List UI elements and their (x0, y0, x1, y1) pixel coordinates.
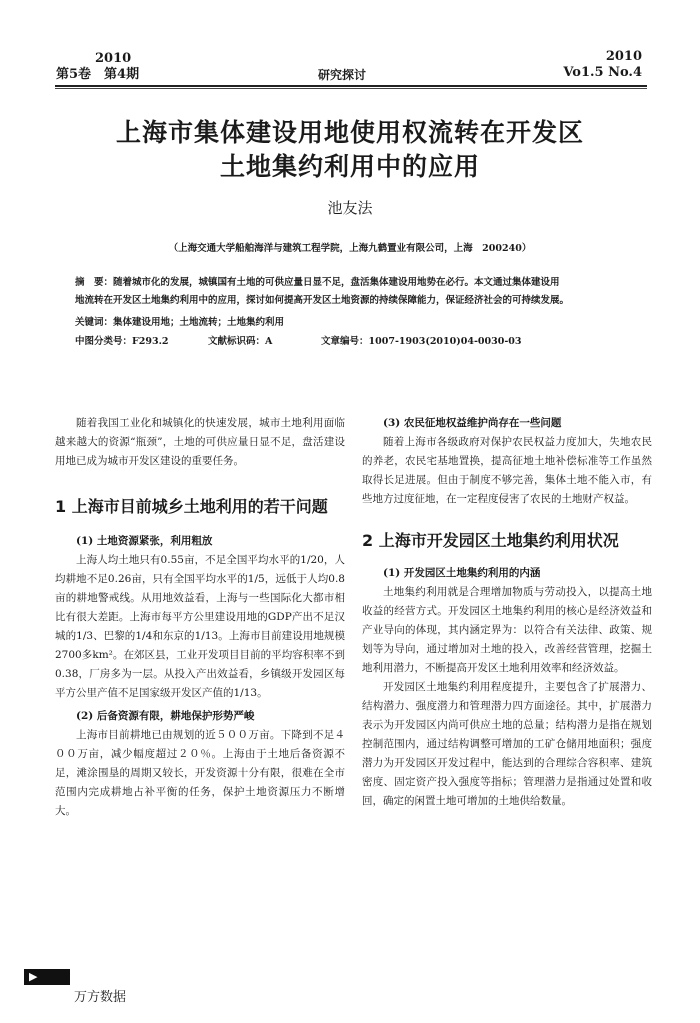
article-title-line-1: 上海市集体建设用地使用权流转在开发区 (115, 118, 584, 147)
header-year-left: 2010 (95, 51, 132, 66)
subsection-3-heading: (3) 农民征地权益维护尚存在一些问题 (383, 417, 562, 429)
left-column (55, 414, 345, 821)
right-column (362, 414, 652, 811)
watermark-brand: 万方数据 (74, 990, 127, 1005)
section-1-heading: 1 上海市目前城乡土地利用的若干问题 (55, 497, 328, 516)
header-rule-thin (55, 88, 647, 89)
paragraph-intensive-use-meaning: 土地集约利用就是合理增加物质与劳动投入，以提高土地收益的经营方式。开发园区土地集约利用的核心是经济效益和产业导向的体现，其内涵定界为：以符合有关法律、政策、规划等为导向，通过增加对土地的投入，改善经营管理，挖掘土地利用潜力，不断提高开发区土地利用效率和经济效益。 (362, 586, 652, 674)
paragraph-farmer-rights: 随着上海市各级政府对保护农民权益力度加大，失地农民的养老，农民宅基地置换，提高征地土地补偿标准等工作虽然取得长足进展。但由于制度不够完善，集体土地不能入市，有些地方过度征地，在一定程度侵害了农民的土地财产权益。 (362, 436, 652, 505)
intro-paragraph: 随着我国工业化和城镇化的快速发展，城市土地利用面临越来越大的资源“瓶颈”，土地的可供应量日显不足，盘活建设用地已成为城市开发区建设的重要任务。 (55, 417, 345, 467)
header-year-right: 2010 (605, 49, 642, 64)
header-volume-right: Vo1.5 No.4 (563, 65, 642, 80)
paragraph-reserve-resources: 上海市目前耕地已由规划的近５００万亩。下降到不足４００万亩，减少幅度超过２０％。上海由于土地后备资源不足，滩涂围垦的周期又较长，开发资源十分有限，很难在全市范围内完成耕地占补平衡的任务，保护土地资源压力不断增大。 (55, 729, 345, 817)
clc-number: 中图分类号：F293.2 (75, 336, 169, 347)
subsection-1-heading: (1) 土地资源紧张，利用粗放 (76, 535, 213, 547)
watermark-logo (24, 969, 70, 985)
article-number: 文章编号：1007-1903(2010)04-0030-03 (321, 336, 522, 347)
subsection-4-heading: (1) 开发园区土地集约利用的内涵 (383, 567, 541, 579)
abstract-line-1: 摘 要：随着城市化的发展，城镇国有土地的可供应量日显不足，盘活集体建设用地势在必行。本文通过集体建设用 (75, 277, 560, 288)
paragraph-intensive-use-potential: 开发园区土地集约利用程度提升，主要包含了扩展潜力、结构潜力、强度潜力和管理潜力四方面途径。其中，扩展潜力表示为开发园区内尚可供应土地的总量；结构潜力是指在规划控制范围内，通过结构调整可增加的工矿仓储用地面积；强度潜力为开发园区开发过程中，能达到的合理综合容积率、建筑密度、固定资产投入强度等指标；管理潜力是指通过处置和收回，确定的闲置土地可增加的土地供给数量。 (362, 681, 652, 807)
header-column-name: 研究探讨 (318, 68, 367, 82)
header-rule (55, 85, 647, 87)
document-code: 文献标识码：A (208, 336, 273, 347)
abstract-line-2: 地流转在开发区土地集约利用中的应用，探讨如何提高开发区土地资源的持续保障能力，保证经济社会的可持续发展。 (75, 295, 570, 306)
author: 池友法 (327, 199, 373, 217)
paragraph-land-resources: 上海人均土地只有0.55亩，不足全国平均水平的1/20，人均耕地不足0.26亩，只有全国平均水平的1/5，远低于人均0.8亩的耕地警戒线。从用地效益看，上海与一些国际化大都市相比有很大差距。上海市每平方公里建设用地的GDP产出不足汉城的1/3、巴黎的1/4和东京的1/13。上海市目前建设用地规模2700多km²。在郊区县，工业开发项目目前的平均容积率不到0.38，厂房多为一层。从投入产出效益看，乡镇级开发园区每平方公里产值不足国家级开发区产值的1/13。 (55, 554, 345, 699)
section-2-heading: 2 上海市开发园区土地集约利用状况 (362, 531, 619, 550)
keywords: 关键词：集体建设用地；土地流转；土地集约利用 (75, 317, 285, 328)
subsection-2-heading: (2) 后备资源有限，耕地保护形势严峻 (76, 710, 255, 722)
header-volume-left: 第5卷 第4期 (56, 67, 140, 82)
play-icon: ▶ (29, 970, 38, 983)
article-title-line-2: 土地集约利用中的应用 (219, 152, 480, 181)
affiliation: （上海交通大学船舶海洋与建筑工程学院，上海九鹤置业有限公司，上海 200240） (168, 243, 532, 254)
